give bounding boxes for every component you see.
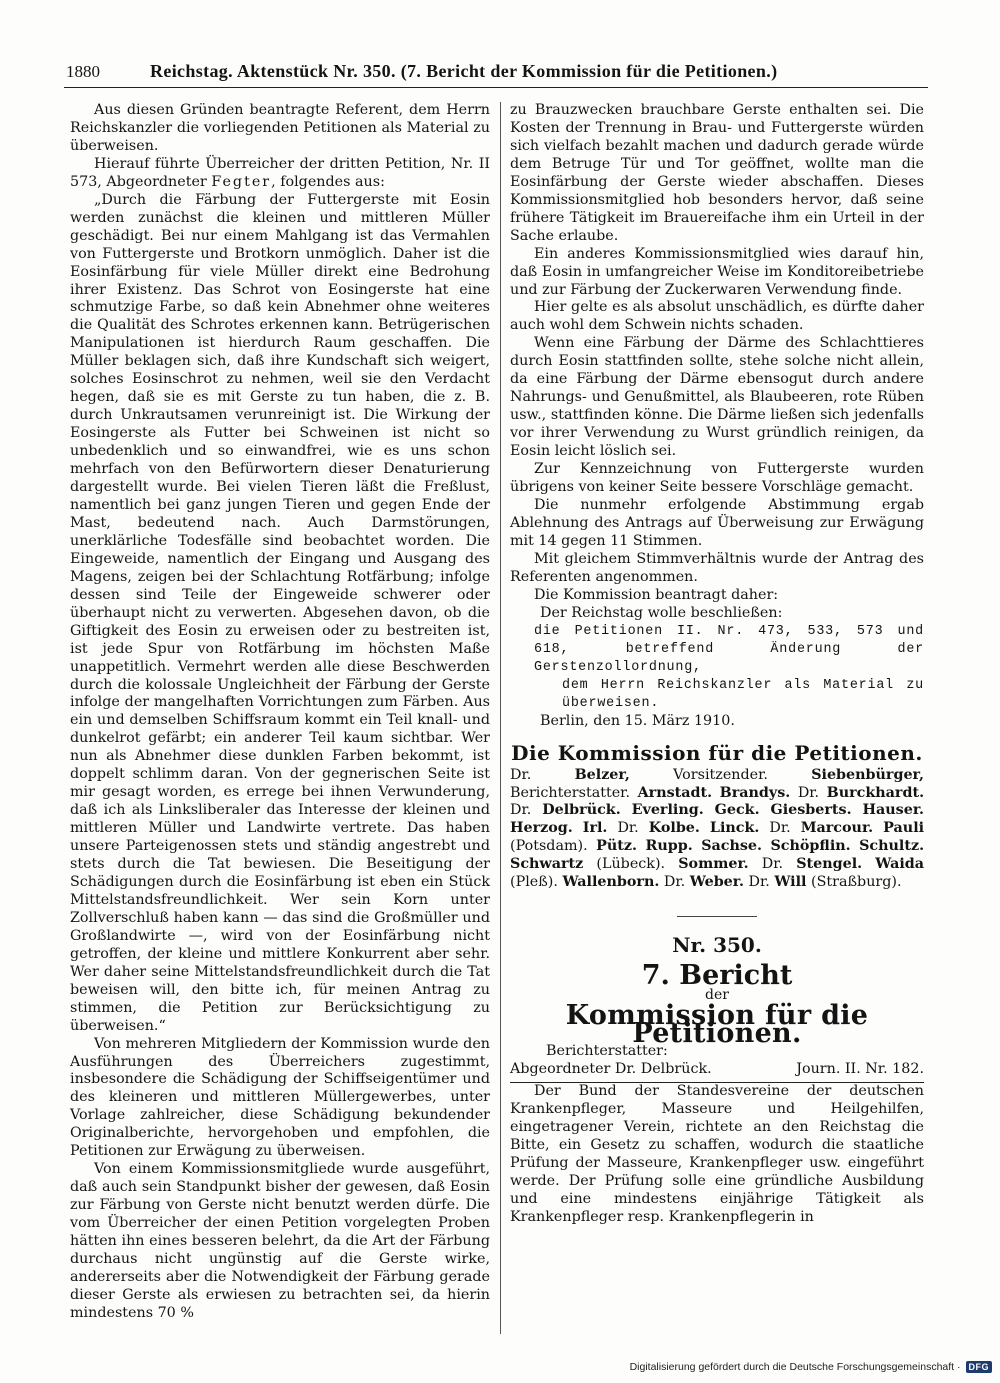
running-title: Reichstag. Aktenstück Nr. 350. (7. Bericht der Kommission für die Petitionen.)	[150, 61, 778, 81]
report-der: der	[705, 987, 729, 1004]
page-header	[64, 58, 928, 88]
left-column	[70, 102, 490, 1323]
journal-reference: Journ. II. Nr. 182.	[796, 1060, 924, 1077]
report-commission: Kommission für die Petitionen.	[565, 1000, 869, 1050]
paragraph: Von mehreren Mitgliedern der Kommission wurde den Ausführungen des Überreichers zugestimmt, insbesondere die Schädigung der Schiffseigentümer und des kleineren und mittleren Müllergewerbes, unter Vorlage zahlreicher, diese Schädigung bekundender Originalberichte, hervorgehoben und empfohlen, die Petitionen zur Erwägung zu überweisen.	[70, 1035, 490, 1160]
dateline: Berlin, den 15. März 1910.	[540, 712, 735, 729]
paragraph: zu Brauzwecken brauchbare Gerste enthalten sei. Die Kosten der Trennung in Brau- und Futtergerste würden sich vielfach bezahlt machen und dadurch gerade würde dem Betruge Tür und Tor geöffnet, wollte man die Eosinfärbung der Gerste wieder abschaffen. Dieses Kommissionsmitglied hob besonders hervor, daß seine frühere Tätigkeit im Brauereifache ihm ein Urteil in der Sache erlaube.	[510, 102, 924, 244]
speaker-name: Fegter	[211, 173, 272, 190]
paragraph: Mit gleichem Stimmverhältnis wurde der Antrag des Referenten angenommen.	[510, 550, 924, 585]
motion-intro: Die Kommission beantragt daher:	[534, 586, 779, 603]
dfg-logo: DFG	[966, 1361, 993, 1373]
paragraph: Aus diesen Gründen beantragte Referent, dem Herrn Reichskanzler die vorliegenden Petitionen als Material zu überweisen.	[70, 102, 490, 154]
paragraph: Von einem Kommissionsmitgliede wurde ausgeführt, daß auch sein Standpunkt bisher der gewesen, daß Eosin zur Färbung von Gerste nicht benutzt werden dürfe. Die vom Überreicher der einen Petition vorgelegten Proben hätten ihn eines besseren belehrt, da die Art der Färbung durchaus nicht ungünstig auf die Gerste wirke, andererseits aber die Notwendigkeit der Färbung gerade dieser Gerste als erwiesen zu betrachten sei, da hierin mindestens 70 %	[70, 1161, 490, 1321]
paragraph: Ein anderes Kommissionsmitglied wies darauf hin, daß Eosin in umfangreicher Weise im Konditoreibetriebe und zur Färbung der Zuckerwaren Verwendung finde.	[510, 245, 924, 298]
paragraph: Der Bund der Standesvereine der deutschen Krankenpfleger, Masseure und Heilgehilfen, eingetragener Verein, richtete an den Reichstag die Bitte, ein Gesetz zu schaffen, wodurch die staatliche Prüfung der Masseure, Krankenpfleger usw. eingeführt werde. Der Prüfung solle eine gründliche Ausbildung und eine mindestens einjährige Tätigkeit als Krankenpfleger resp. Krankenpflegerin in	[510, 1082, 924, 1225]
paragraph: Die nunmehr erfolgende Abstimmung ergab Ablehnung des Antrags auf Überweisung zur Erwägung mit 14 gegen 11 Stimmen.	[510, 496, 924, 549]
rapporteur-name: Abgeordneter Dr. Delbrück.	[510, 1060, 712, 1077]
rapporteur-label: Berichterstatter:	[546, 1042, 668, 1059]
motion-referral: dem Herrn Reichskanzler als Material zu überweisen.	[562, 677, 924, 711]
quoted-speech: „Durch die Färbung der Futtergerste mit Eosin werden zunächst die kleinen und mittleren Müller geschädigt. Bei nur einem Mahlgang ist das Vermahlen von Futtergerste und Brotkorn unmöglich. Daher ist die Eosinfärbung für viele Müller direkt eine Bedrohung ihrer Existenz. Das Schrot von Eosingerste hat eine schmutzige Farbe, so daß kein Abnehmer ohne weiteres die Qualität des Schrotes erkennen kann. Betrügerischen Manipulationen ist hierdurch Raum geschaffen. Die Müller beklagen sich, daß ihre Kundschaft sich weigert, solches Eosinschrot zu nehmen, weil sie den Verdacht hegen, daß sie es mit Gerste zu tun haben, die z. B. durch Unkrautsamen verunreinigt ist. Die Wirkung der Eosingerste als Futter bei Schweinen ist nicht so unbedenklich und so einwandfrei, wie es uns schon mehrfach von den Befürwortern dieser Denaturierung dargestellt wurde. Bei vielen Tieren läßt die Freßlust, namentlich bei ganz jungen Tieren und gegen Ende der Mast, bedeutend nach. Auch Darmstörungen, unerklärliche Todesfälle sind beobachtet worden. Die Eingeweide, namentlich der Eingang und Ausgang des Magens, zeigen bei der Schlachtung Rotfärbung; infolge dessen sind Teile der Eingeweide schwerer oder überhaupt nicht zu verwerten. Abgesehen davon, ob die Giftigkeit des Eosin zu erweisen oder zu bestreiten ist, ist jede Spur von Rotfärbung im höchsten Maße unappetitlich. Vermehrt werden alle diese Beschwerden durch die kolossale Ungleichheit der Färbung der Gerste infolge der mangelhaften Vorrichtungen zum Färben. Aus ein und demselben Schiffsraum kommt ein Teil knall- und dunkelrot gefärbt; ein anderer Teil kaum sichtbar. Wer nun als Abnehmer diese dunklen Farben bekommt, ist doppelt schlimm daran. Von der gegnerischen Seite ist mir gesagt worden, es errege bei ihnen Verwunderung, daß ich als Linksliberaler das Interesse der kleinen und mittleren Müller und Landwirte vertrete. Das haben unsere Parteigenossen stets und ständig angestrebt und stets durch die Tat bewiesen. Die Beseitigung der Schädigungen durch die Eosinfärbung ist eben ein Stück Mittelstandsfreundlichkeit. Wer sein Korn unter Zollverschluß haben kann — das sind die Großmüller und Großlandwirte —, wird von der Eosinfärbung nicht getroffen, der kleine und mittlere Konkurrent aber sehr. Wer daher seine Mittelstandsfreundlichkeit durch die Tat beweisen will, den bitte ich, für meinen Antrag zu stimmen, die Petition zur Berücksichtigung zu überweisen.“	[70, 191, 490, 1034]
commission-title: Die Kommission für die Petitionen.	[511, 740, 923, 765]
document-number: Nr. 350.	[672, 933, 762, 958]
rapporteur-row	[510, 1061, 924, 1083]
paragraph: Hier gelte es als absolut unschädlich, es dürfte daher auch wohl dem Schwein nichts schaden.	[510, 299, 924, 334]
paragraph: Zur Kennzeichnung von Futtergerste wurden übrigens von keiner Seite bessere Vorschläge gemacht.	[510, 461, 924, 496]
section-divider	[677, 916, 757, 917]
right-column	[510, 102, 924, 1227]
paragraph: Wenn eine Färbung der Därme des Schlachttieres durch Eosin stattfinden sollte, stehe solche nicht allein, da eine Färbung der Därme ebensogut durch andere Nahrungs- und Genußmittel, als Blaubeeren, rote Rüben usw., stattfinden könne. Die Därme ließen sich jedenfalls vor ihrer Verwendung zu Wurst gründlich reinigen, da Eosin leicht löslich sei.	[510, 335, 924, 460]
digitization-credit	[630, 1361, 992, 1373]
report-title: 7. Bericht	[641, 960, 793, 992]
commission-members: Dr. Belzer, Vorsitzender. Siebenbürger, Berichterstatter. Arnstadt. Brandys. Dr. Burckhardt. Dr. Delbrück. Everling. Geck. Giesberts. Hauser. Herzog. Irl. Dr. Kolbe. Linck. Dr. Marcour. Pauli (Potsdam). Pütz. Rupp. Sachse. Schöpflin. Schultz. Schwartz (Lübeck). Sommer. Dr. Stengel. Waida (Pleß). Wallenborn. Dr. Weber. Dr. Will (Straßburg).	[510, 766, 925, 891]
document-page	[64, 58, 928, 1348]
motion-petitions: die Petitionen II. Nr. 473, 533, 573 und 618, betreffend Änderung der Gerstenzollordnung,	[534, 623, 924, 675]
motion-resolution: Der Reichstag wolle beschließen:	[540, 604, 783, 621]
credit-text: Digitalisierung gefördert durch die Deutsche Forschungsgemeinschaft ·	[629, 1361, 961, 1373]
column-divider	[500, 102, 501, 1334]
paragraph: Hierauf führte Überreicher der dritten Petition, Nr. II 573, Abgeordneter Fegter, folgendes aus:	[70, 155, 490, 190]
page-number: 1880	[66, 62, 100, 81]
